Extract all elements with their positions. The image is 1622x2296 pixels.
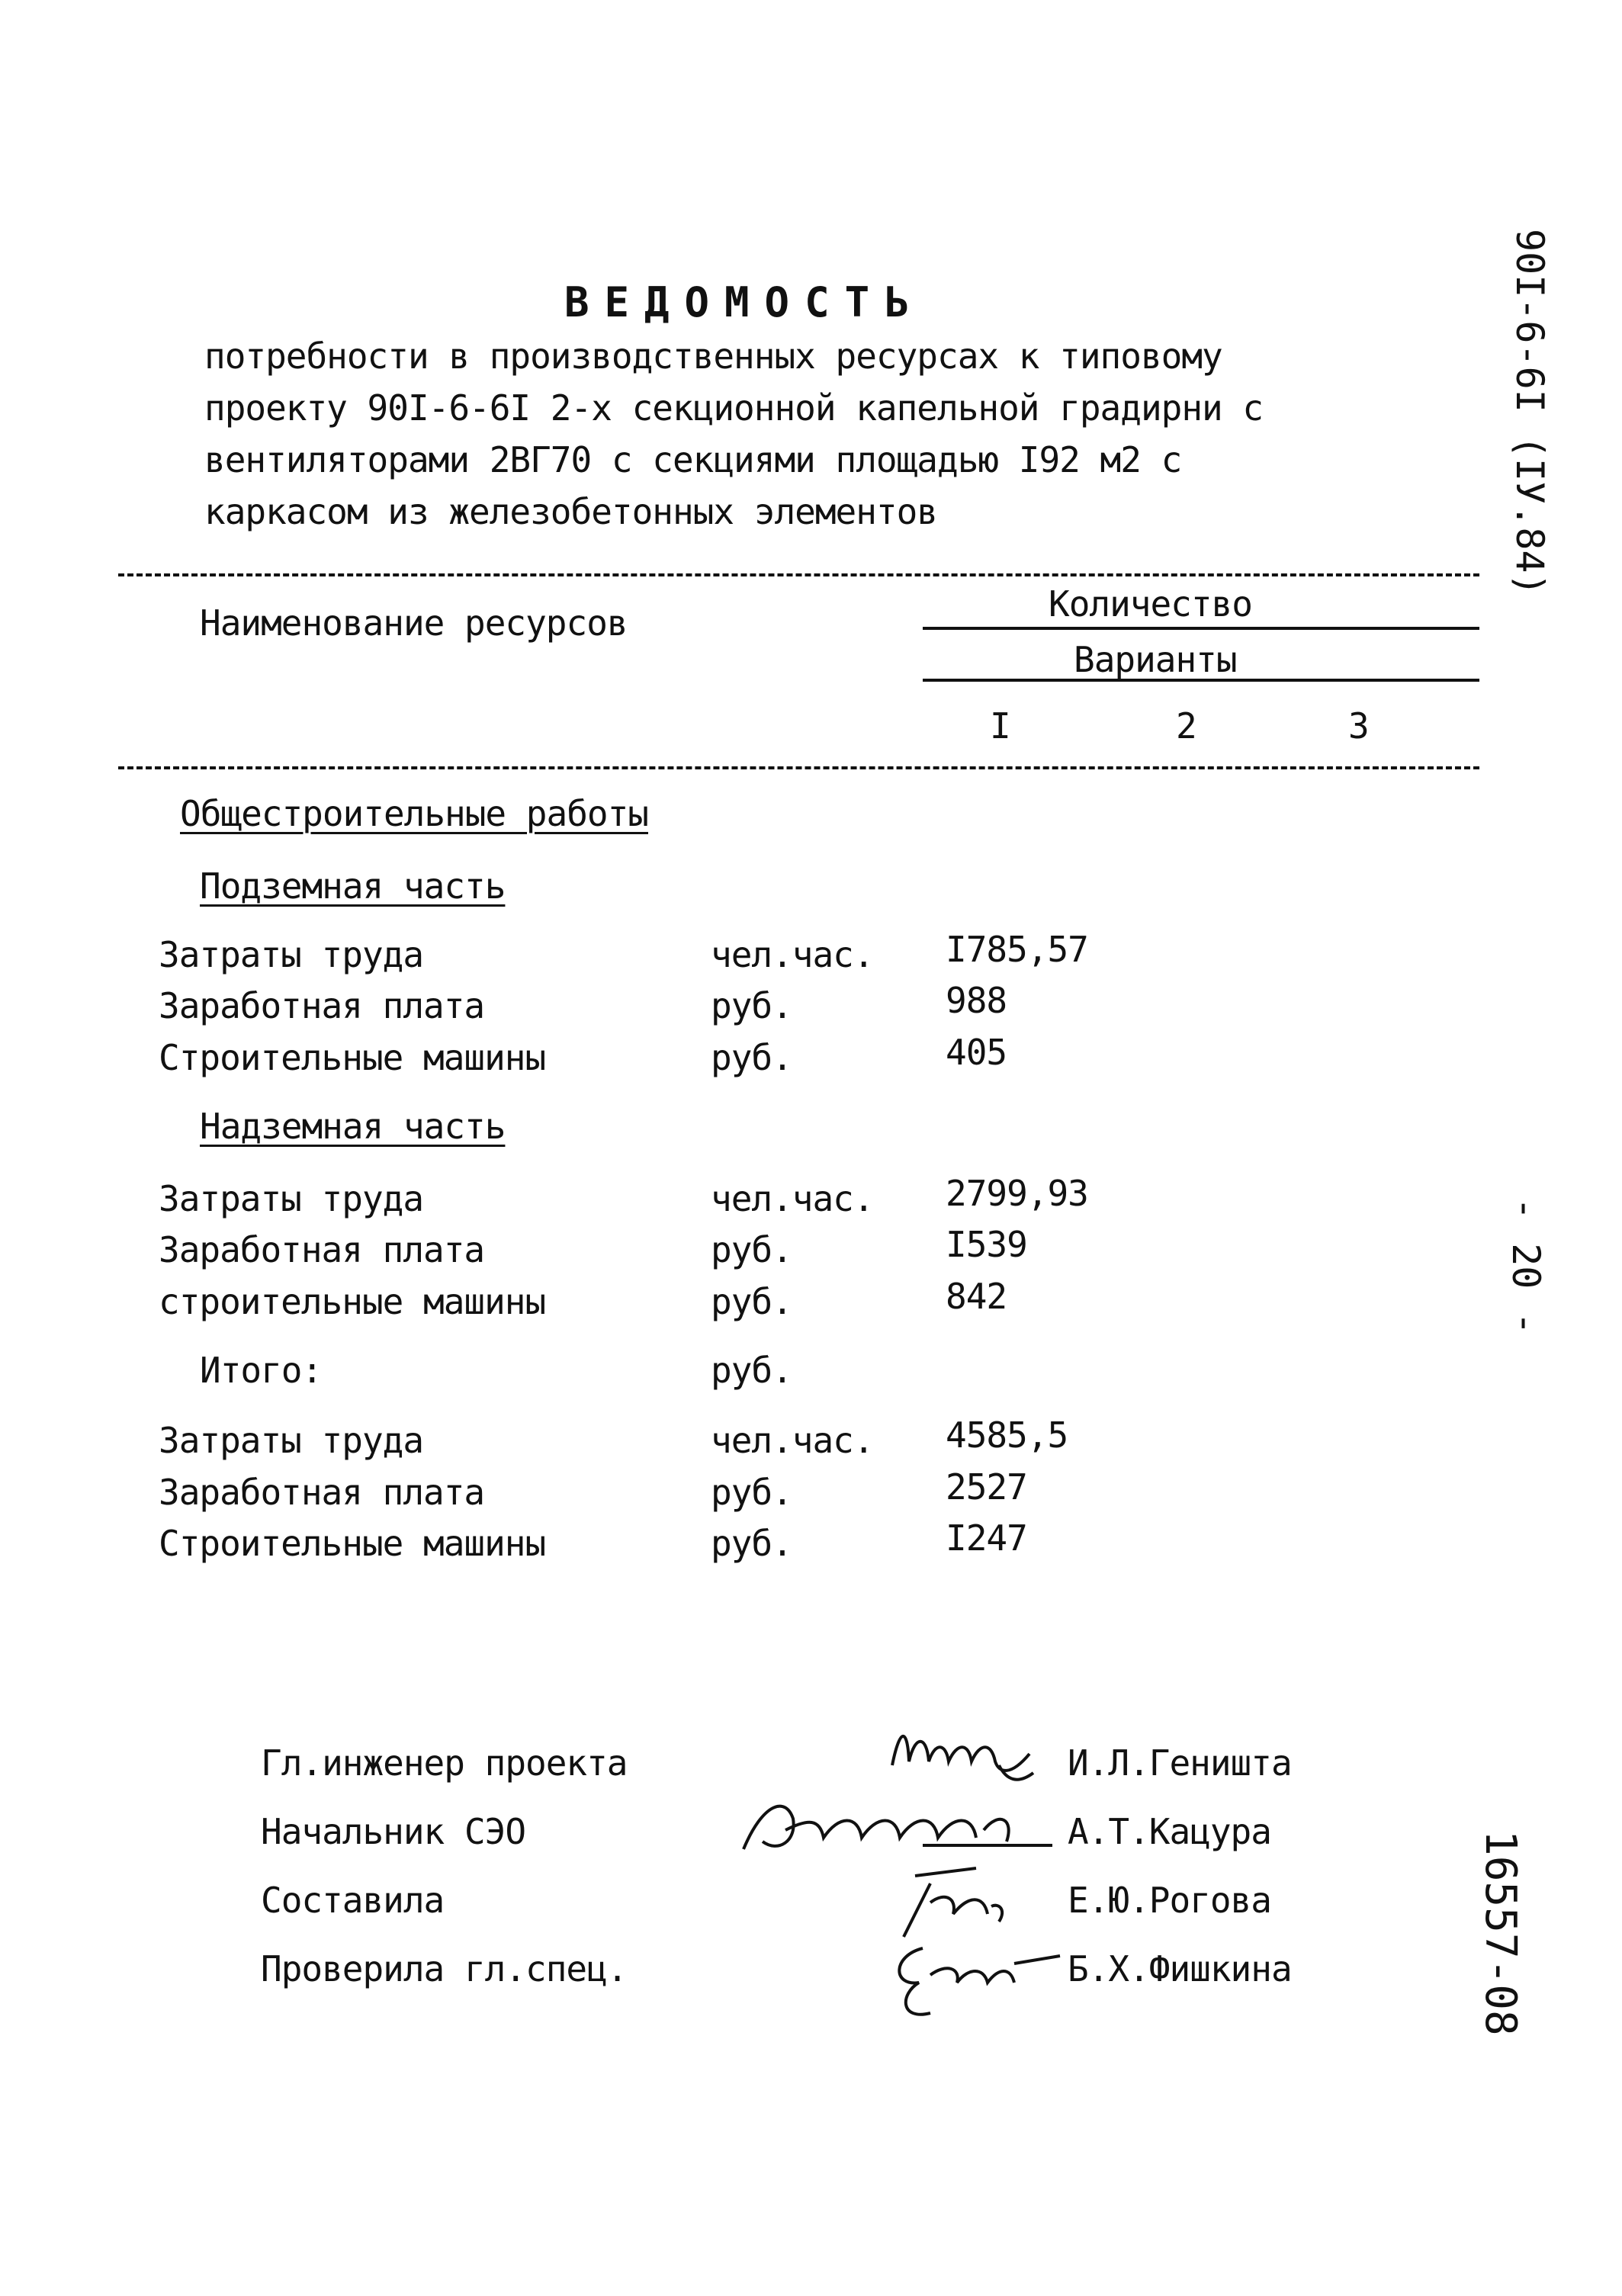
variant-1: I [990,705,1010,747]
row-unit: чел.час. [711,934,874,975]
signature-role: Проверила гл.спец. [261,1948,628,1989]
row-value: 2799,93 [946,1173,1088,1214]
column-header-variants: Варианты [1074,639,1237,680]
margin-project-code: 90I-6-6I (IУ.84) [1508,229,1552,596]
handwritten-signature-4 [877,1933,1068,2032]
signature-name: Е.Ю.Рогова [1068,1880,1271,1921]
subtitle-line-3: вентиляторами 2ВГ70 с секциями площадью I92 м2 с [204,439,1182,480]
handwritten-signature-1 [885,1720,1045,1788]
row-unit: руб. [711,1472,792,1513]
row-unit: руб. [711,1523,792,1564]
row-unit: руб. [711,985,792,1026]
row-name: строительные машины [159,1281,546,1322]
signature-role: Гл.инженер проекта [261,1742,628,1784]
subtitle-line-1: потребности в производственных ресурсах к типовому [204,336,1222,377]
row-value: 2527 [946,1466,1027,1508]
row-unit: руб. [711,1037,792,1078]
row-value: 842 [946,1276,1007,1317]
variant-2: 2 [1176,705,1196,747]
signature-role: Составила [261,1880,445,1921]
row-value: 988 [946,980,1007,1021]
variant-3: 3 [1348,705,1369,747]
handwritten-signature-3 [885,1861,1037,1944]
row-name: Строительные машины [159,1523,546,1564]
section-aboveground: Надземная часть [200,1106,506,1147]
subtitle-line-4: каркасом из железобетонных элементов [204,491,937,532]
row-value: I247 [946,1517,1027,1559]
signature-role: Начальник СЭО [261,1811,526,1852]
document-title: ВЕДОМОСТЬ [564,278,925,326]
row-value: I539 [946,1224,1027,1265]
row-value: 4585,5 [946,1415,1068,1456]
row-value: 405 [946,1032,1007,1073]
margin-stamp-number: 16557-08 [1476,1830,1525,2036]
quantity-rule [923,627,1479,630]
column-header-quantity: Количество [1049,583,1252,625]
section-general: Общестроительные работы [180,793,648,834]
row-unit: руб. [711,1281,792,1322]
signature-name: И.Л.Геништа [1068,1742,1292,1784]
subtitle-line-2: проекту 90I-6-6I 2-х секционной капельной градирни с [204,387,1264,429]
row-name: Затраты труда [159,1178,424,1219]
row-name: Строительные машины [159,1037,546,1078]
row-value: I785,57 [946,929,1088,970]
row-name: Заработная плата [159,1472,485,1513]
row-name: Заработная плата [159,985,485,1026]
table-header-bottom-rule [118,766,1479,769]
signature-name: Б.Х.Фишкина [1068,1948,1292,1989]
margin-page-number: - 20 - [1504,1197,1548,1335]
variants-rule [923,679,1479,682]
column-header-name: Наименование ресурсов [200,602,628,644]
handwritten-signature-2 [732,1788,1060,1872]
row-name: Затраты труда [159,934,424,975]
row-unit: руб. [711,1229,792,1270]
row-unit: чел.час. [711,1420,874,1461]
section-underground: Подземная часть [200,865,506,907]
row-name: Затраты труда [159,1420,424,1461]
row-unit: чел.час. [711,1178,874,1219]
signature-name: А.Т.Кацура [1068,1811,1271,1852]
row-name: Заработная плата [159,1229,485,1270]
table-top-rule [118,573,1479,576]
total-unit: руб. [711,1350,792,1391]
total-heading: Итого: [200,1350,323,1391]
